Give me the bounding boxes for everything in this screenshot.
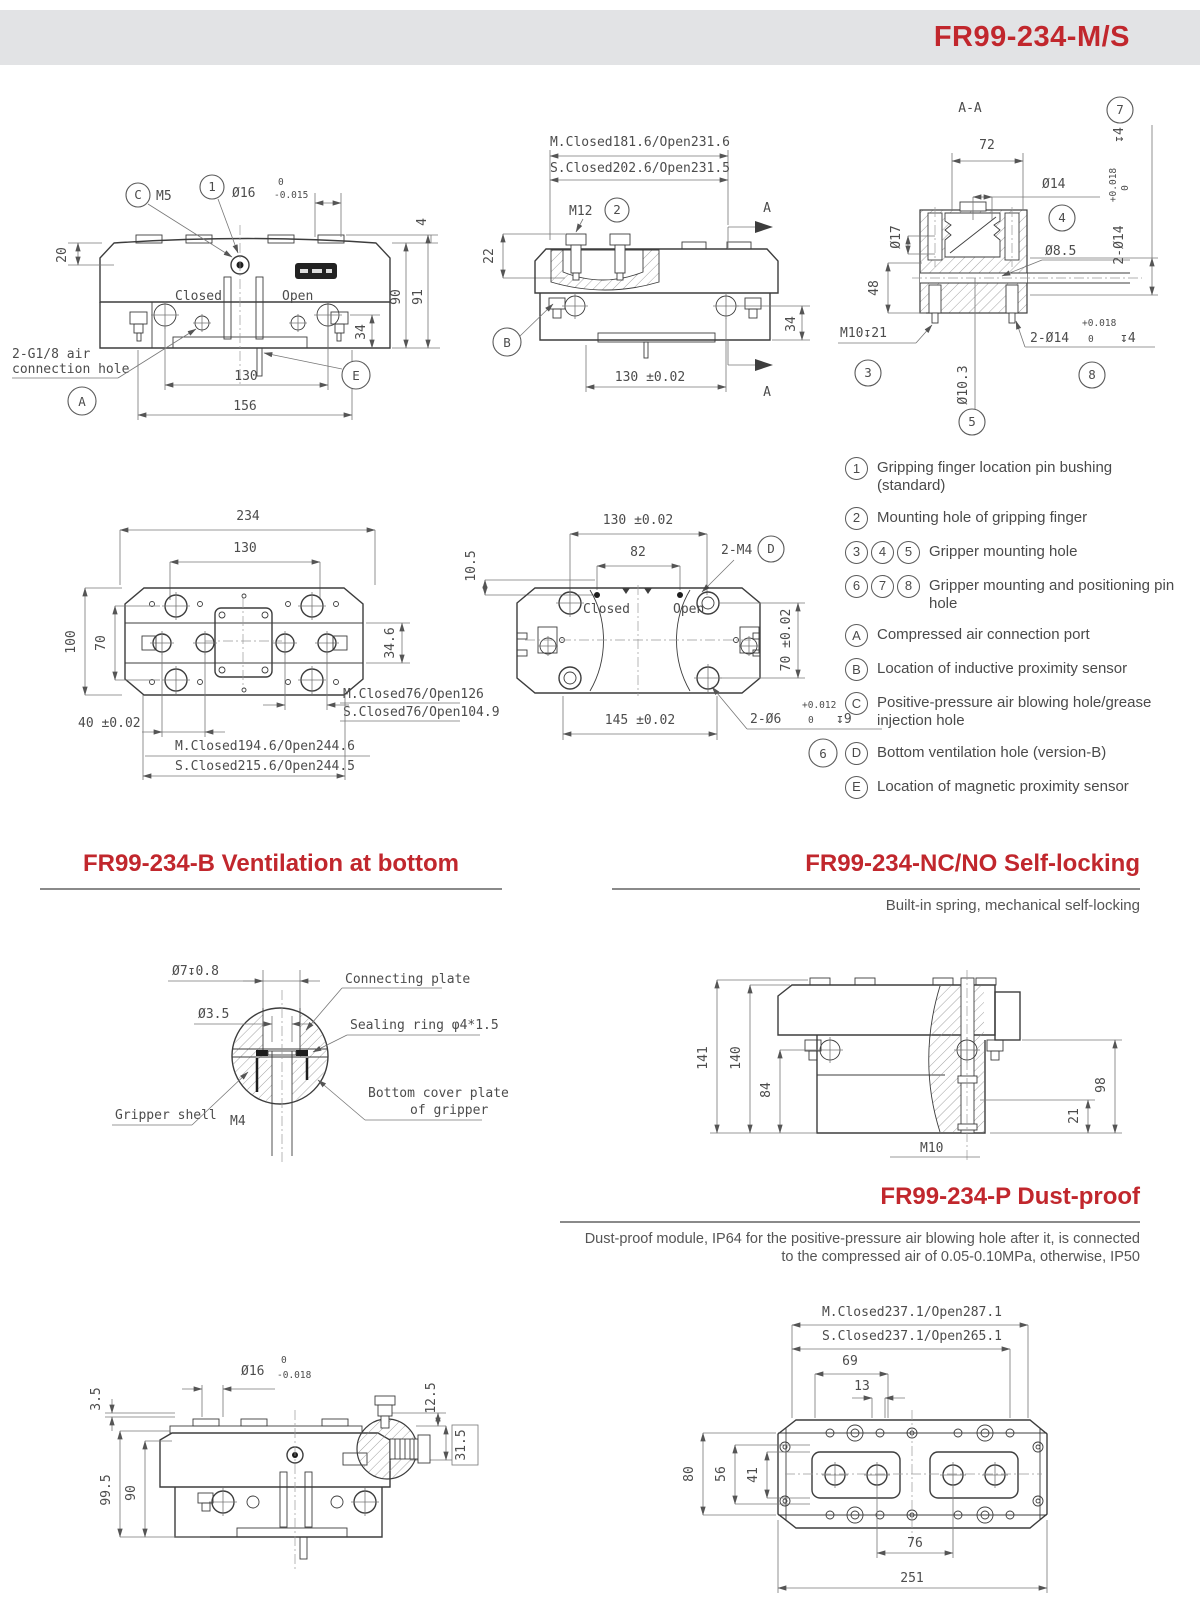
dim-label: 3.5 [89,1387,104,1411]
dim-tolerance: -0.018 [277,1370,312,1381]
dim-label: 141 [696,1046,711,1070]
side-view-drawing [445,130,815,425]
state-label: Open [282,289,314,304]
dim-label: 130 [234,369,258,384]
dim-label: 90 [389,289,404,305]
note-label: 2-G1/8 air [12,347,91,362]
section-ventilation-header [40,850,502,890]
dim-tolerance: +0.018 [1108,167,1119,203]
callout-label: 3 [864,365,872,380]
dim-label: 156 [233,399,257,414]
dim-label: 21 [1067,1108,1082,1124]
legend-badge: 6 [845,575,868,598]
callout-label: B [503,335,511,350]
dim-label: Ø8.5 [1045,244,1077,259]
dim-label: 20 [55,247,70,263]
callout-label: D [767,541,775,556]
callout-label: C [134,187,142,202]
part-label: Gripper shell [115,1108,217,1123]
legend-text: Positive-pressure air blowing hole/grease injection hole [877,694,1152,730]
section-title: FR99-234-NC/NO Self-locking [612,850,1140,890]
dim-label: 34 [784,316,799,332]
dim-label: Ø17 [889,225,904,249]
top-view-body [517,585,760,696]
dim-label: 84 [759,1082,774,1098]
dim-label: ↧4 [1112,127,1127,143]
dim-label: 56 [714,1466,729,1482]
page-title: FR99-234-M/S [933,21,1130,53]
dim-tolerance: +0.012 [802,700,837,711]
dim-tolerance: +0.018 [1082,318,1117,329]
dim-label: 2-Ø6 [750,712,782,727]
dim-label: ↧4 [1120,331,1136,346]
dim-tolerance: -0.015 [274,190,309,201]
dim-label: 48 [867,280,882,296]
state-label: Closed [583,602,630,617]
dim-label: 91 [411,289,426,305]
dim-label: 10.5 [464,550,479,582]
section-subtitle: Dust-proof module, IP64 for the positive-pressure air blowing hole after it, is connected [584,1231,1140,1247]
front-view-body [100,225,390,385]
dim-label: 140 [729,1046,744,1070]
callout-label: 5 [968,414,976,429]
dim-label: 2-Ø14 [1112,225,1127,265]
dim-label: M.Closed194.6/Open244.6 [174,739,356,754]
part-label: of gripper [410,1103,489,1118]
dim-label: 130 ±0.02 [602,513,674,528]
dust-front-body [160,1396,430,1570]
legend-item [845,624,1175,647]
dim-label: 12.5 [424,1382,439,1414]
dim-label: 90 [124,1485,139,1501]
legend-item [845,776,1175,799]
dim-label: 234 [236,509,260,524]
callout-label: 4 [1058,210,1066,225]
header-banner [0,10,1200,65]
dim-label: 40 ±0.02 [78,716,141,731]
state-label: Closed [175,289,222,304]
legend-badge: A [845,624,868,647]
dim-tolerance: 0 [1120,185,1131,191]
selflock-dimensions [696,980,1122,1157]
legend-badge: 2 [845,507,868,530]
part-label: Connecting plate [345,972,471,987]
dim-label: 130 [233,541,257,556]
legend-item [845,575,1175,614]
dim-label: 34 [354,324,369,340]
dim-label: M.Closed76/Open126 [343,687,484,702]
dim-label: M10 [920,1141,944,1156]
dim-label: S.Closed76/Open104.9 [343,705,500,720]
callout-label: 6 [819,746,827,761]
dim-tolerance: 0 [278,177,284,188]
legend-badge: 1 [845,457,868,480]
legend-item [845,658,1175,681]
selflocking-drawing [650,930,1150,1170]
dust-top-dimensions-side [682,1433,1047,1593]
dim-label: 130 ±0.02 [614,370,686,385]
dim-label: 41 [746,1467,761,1483]
dim-label: M12 [569,204,593,219]
part-label: Bottom cover plate [368,1086,509,1101]
dim-label: 22 [482,248,497,264]
dim-label: 100 [64,630,79,654]
legend-item [845,692,1175,731]
legend-text: Location of inductive proximity sensor [877,660,1128,678]
section-aa-drawing [820,85,1200,435]
dustproof-front-drawing [60,1325,485,1611]
dust-front-dimensions-left [99,1431,210,1537]
callout-label: E [352,368,360,383]
legend-badge: 5 [897,541,920,564]
legend-item [845,457,1175,496]
section-dustproof-header [560,1183,1140,1265]
dim-label: 99.5 [99,1474,114,1506]
legend-badge: E [845,776,868,799]
section-title: A-A [958,101,982,116]
dim-tolerance: 0 [281,1355,287,1366]
legend-text: Compressed air connection port [877,626,1090,644]
legend [845,457,1175,799]
dim-label: S.Closed202.6/Open231.5 [549,161,731,176]
dim-label: 251 [900,1571,924,1586]
top-view-dimensions-bottom [563,602,882,767]
dim-label: M.Closed237.1/Open287.1 [821,1305,1003,1320]
side-view-body [535,234,778,358]
section-aa-body [912,202,1142,323]
section-selflocking-header [612,850,1140,914]
legend-badge: 3 [845,541,868,564]
callout-label: 2 [613,202,621,217]
dim-label: 4 [415,218,430,226]
section-subtitle: Built-in spring, mechanical self-locking [885,897,1140,914]
dim-label: 2-M4 [721,543,753,558]
section-subtitle: to the compressed air of 0.05-0.10MPa, otherwise, IP50 [781,1249,1140,1265]
dim-label: 98 [1094,1077,1109,1093]
legend-text: Bottom ventilation hole (version-B) [877,743,1107,761]
dim-tolerance: 0 [1088,334,1094,345]
dim-label: 2-Ø14 [1030,331,1070,346]
vent-detail-body [232,990,328,1163]
dim-label: 13 [854,1379,870,1394]
section-title: FR99-234-P Dust-proof [560,1183,1140,1223]
callout-label: 1 [208,179,216,194]
legend-text: Gripper mounting and positioning pin hole [929,576,1175,612]
dim-label: 82 [630,545,646,560]
legend-badge: D [845,742,868,765]
bottom-view-dimensions-top [120,509,375,600]
front-view-drawing [10,85,440,435]
dustproof-top-drawing [650,1300,1195,1611]
legend-badge: 7 [871,575,894,598]
front-view-dimensions [12,175,440,420]
dim-label: S.Closed237.1/Open265.1 [821,1329,1003,1344]
callout-label: 8 [1088,367,1096,382]
dim-label: 70 ±0.02 [779,608,794,672]
dim-label: Ø7↧0.8 [172,964,219,979]
dim-label: Ø14 [1042,177,1066,192]
dim-label: 69 [842,1354,858,1369]
legend-text: Location of magnetic proximity sensor [877,777,1129,795]
dim-label: 72 [979,138,995,153]
dim-label: ↧9 [836,712,852,727]
legend-badge: C [845,692,868,715]
section-arrow-label: A [763,201,771,216]
legend-text: Gripper mounting hole [929,542,1078,560]
legend-badge: B [845,658,868,681]
callout-label: A [78,394,86,409]
section-title: FR99-234-B Ventilation at bottom [40,850,502,890]
dim-label: Ø16 [241,1364,265,1379]
top-view-drawing [440,500,885,800]
dim-label: 80 [682,1466,697,1482]
legend-item [845,541,1175,564]
dim-label: M4 [230,1114,246,1129]
legend-item [845,507,1175,530]
note-label: connection hole [12,362,130,377]
dim-tolerance: 0 [808,715,814,726]
ventilation-detail-drawing [80,930,509,1165]
legend-text: Mounting hole of gripping finger [877,508,1088,526]
part-label: Sealing ring φ4*1.5 [350,1018,499,1033]
dust-top-body [778,1410,1047,1540]
dim-label: Ø10.3 [956,365,971,405]
dim-label: M.Closed181.6/Open231.6 [549,135,731,150]
dim-label: Ø16 [232,186,256,201]
callout-label: 7 [1116,102,1124,117]
state-label: Open [673,602,705,617]
legend-badge: 8 [897,575,920,598]
dim-label: Ø3.5 [198,1007,230,1022]
dim-label: 76 [907,1536,923,1551]
dim-label: M5 [156,189,172,204]
dim-label: 145 ±0.02 [604,713,676,728]
legend-text: Gripping finger location pin bushing (standard) [877,459,1113,495]
legend-badge: 4 [871,541,894,564]
dim-label: M10↧21 [840,326,887,341]
dim-label: 31.5 [454,1429,469,1461]
dim-label: 34.6 [383,627,398,659]
legend-item [845,742,1175,765]
bottom-view-dimensions [64,588,500,780]
top-view-dimensions-top [464,513,784,595]
dim-label: S.Closed215.6/Open244.5 [174,759,356,774]
section-arrow-label: A [763,385,771,400]
dust-top-dimensions-top [792,1305,1028,1418]
dim-label: 70 [94,635,109,651]
